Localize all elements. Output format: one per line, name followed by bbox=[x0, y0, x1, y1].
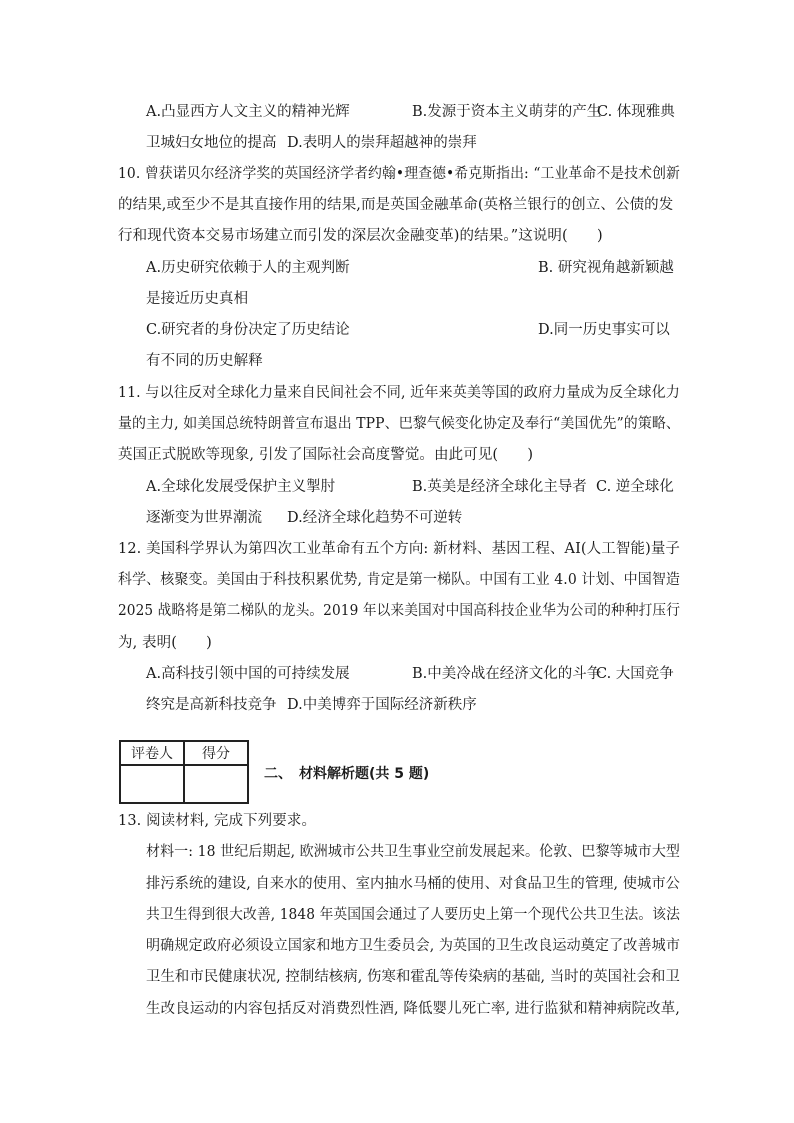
reviewer-cell bbox=[120, 765, 184, 803]
q13-material-line-6: 生改良运动的内容包括反对消费烈性酒, 降低婴儿死亡率, 进行监狱和精神病院改革, bbox=[146, 1001, 681, 1017]
q13-material-line-5: 卫生和市民健康状况, 控制结核病, 伤寒和霍乱等传染病的基础, 当时的英国社会和卫 bbox=[146, 969, 680, 985]
q12-option-d: D.中美博弈于国际经济新秩序 bbox=[287, 697, 477, 713]
q10-stem-line-3: 行和现代资本交易市场建立而引发的深层次金融变革)的结果。”这说明( ) bbox=[118, 228, 603, 244]
q11-stem-line-2: 量的主力, 如美国总统特朗普宣布退出 TPP、巴黎气候变化协定及奉行“美国优先”的策略、 bbox=[118, 416, 680, 432]
q10-option-c: C.研究者的身份决定了历史结论 bbox=[146, 322, 350, 338]
q12-stem-line-1: 12. 美国科学界认为第四次工业革命有五个方向: 新材料、基因工程、AI(人工智能)量子 bbox=[118, 541, 681, 557]
q12-stem-line-2: 科学、核聚变。美国由于科技积累优势, 肯定是第一梯队。中国有工业 4.0 计划、中国智造 bbox=[118, 572, 681, 588]
q10-stem-line-1: 10. 曾获诺贝尔经济学奖的英国经济学者约翰•理查德•希克斯指出: “工业革命不是技术创新 bbox=[118, 166, 681, 182]
q9-option-c-cont: 卫城妇女地位的提高 bbox=[146, 135, 277, 151]
q12-option-b: B.中美冷战在经济文化的斗争 bbox=[412, 666, 602, 682]
q11-option-b: B.英美是经济全球化主导者 bbox=[412, 479, 587, 495]
score-table bbox=[119, 740, 249, 804]
q11-stem-line-3: 英国正式脱欧等现象, 引发了国际社会高度警觉。由此可见( ) bbox=[118, 447, 534, 463]
q10-option-d-cont: 有不同的历史解释 bbox=[146, 353, 263, 369]
q12-option-a: A.高科技引领中国的可持续发展 bbox=[146, 666, 350, 682]
score-label: 得分 bbox=[184, 741, 248, 765]
q10-stem-line-2: 的结果,或至少不是其直接作用的结果,而是英国金融革命(英格兰银行的创立、公债的发 bbox=[118, 197, 674, 213]
q12-stem-line-3: 2025 战略将是第二梯队的龙头。2019 年以来美国对中国高科技企业华为公司的种种打压行 bbox=[118, 603, 681, 619]
q13-stem: 13. 阅读材料, 完成下列要求。 bbox=[118, 813, 317, 829]
q13-material-line-4: 明确规定政府必须设立国家和地方卫生委员会, 为英国的卫生改良运动奠定了改善城市 bbox=[146, 938, 681, 954]
q10-option-d: D.同一历史事实可以 bbox=[538, 322, 670, 338]
reviewer-label: 评卷人 bbox=[120, 741, 184, 765]
q9-option-c: C. 体现雅典 bbox=[597, 104, 675, 120]
q11-option-a: A.全球化发展受保护主义掣肘 bbox=[146, 479, 336, 495]
q10-option-b: B. 研究视角越新颖越 bbox=[538, 260, 674, 276]
score-cell bbox=[184, 765, 248, 803]
q12-stem-line-4: 为, 表明( ) bbox=[118, 635, 212, 651]
q13-material-line-2: 排污系统的建设, 自来水的使用、室内抽水马桶的使用、对食品卫生的管理, 使城市公 bbox=[146, 876, 680, 892]
q9-option-d: D.表明人的崇拜超越神的崇拜 bbox=[287, 135, 477, 151]
q11-option-c-cont: 逐渐变为世界潮流 bbox=[146, 510, 262, 526]
q13-material-line-1: 材料一: 18 世纪后期起, 欧洲城市公共卫生事业空前发展起来。伦敦、巴黎等城市大型 bbox=[146, 844, 681, 860]
q11-stem-line-1: 11. 与以往反对全球化力量来自民间社会不同, 近年来英美等国的政府力量成为反全球化力 bbox=[118, 385, 680, 401]
q11-option-c: C. 逆全球化 bbox=[596, 479, 674, 495]
q13-material-line-3: 共卫生得到很大改善, 1848 年英国国会通过了人要历史上第一个现代公共卫生法。该法 bbox=[146, 907, 680, 923]
section-2-title: 二、 材料解析题(共 5 题) bbox=[264, 766, 430, 782]
score-table-header bbox=[120, 741, 248, 765]
score-table-blank-row bbox=[120, 765, 248, 803]
q12-option-c: C. 大国竞争 bbox=[596, 666, 674, 682]
q9-option-b: B.发源于资本主义萌芽的产生 bbox=[412, 104, 602, 120]
q10-option-a: A.历史研究依赖于人的主观判断 bbox=[146, 260, 350, 276]
q12-option-c-cont: 终究是高新科技竞争 bbox=[146, 697, 277, 713]
q10-option-b-cont: 是接近历史真相 bbox=[146, 291, 249, 307]
q9-option-a: A.凸显西方人文主义的精神光辉 bbox=[146, 104, 350, 120]
q11-option-d: D.经济全球化趋势不可逆转 bbox=[287, 510, 463, 526]
